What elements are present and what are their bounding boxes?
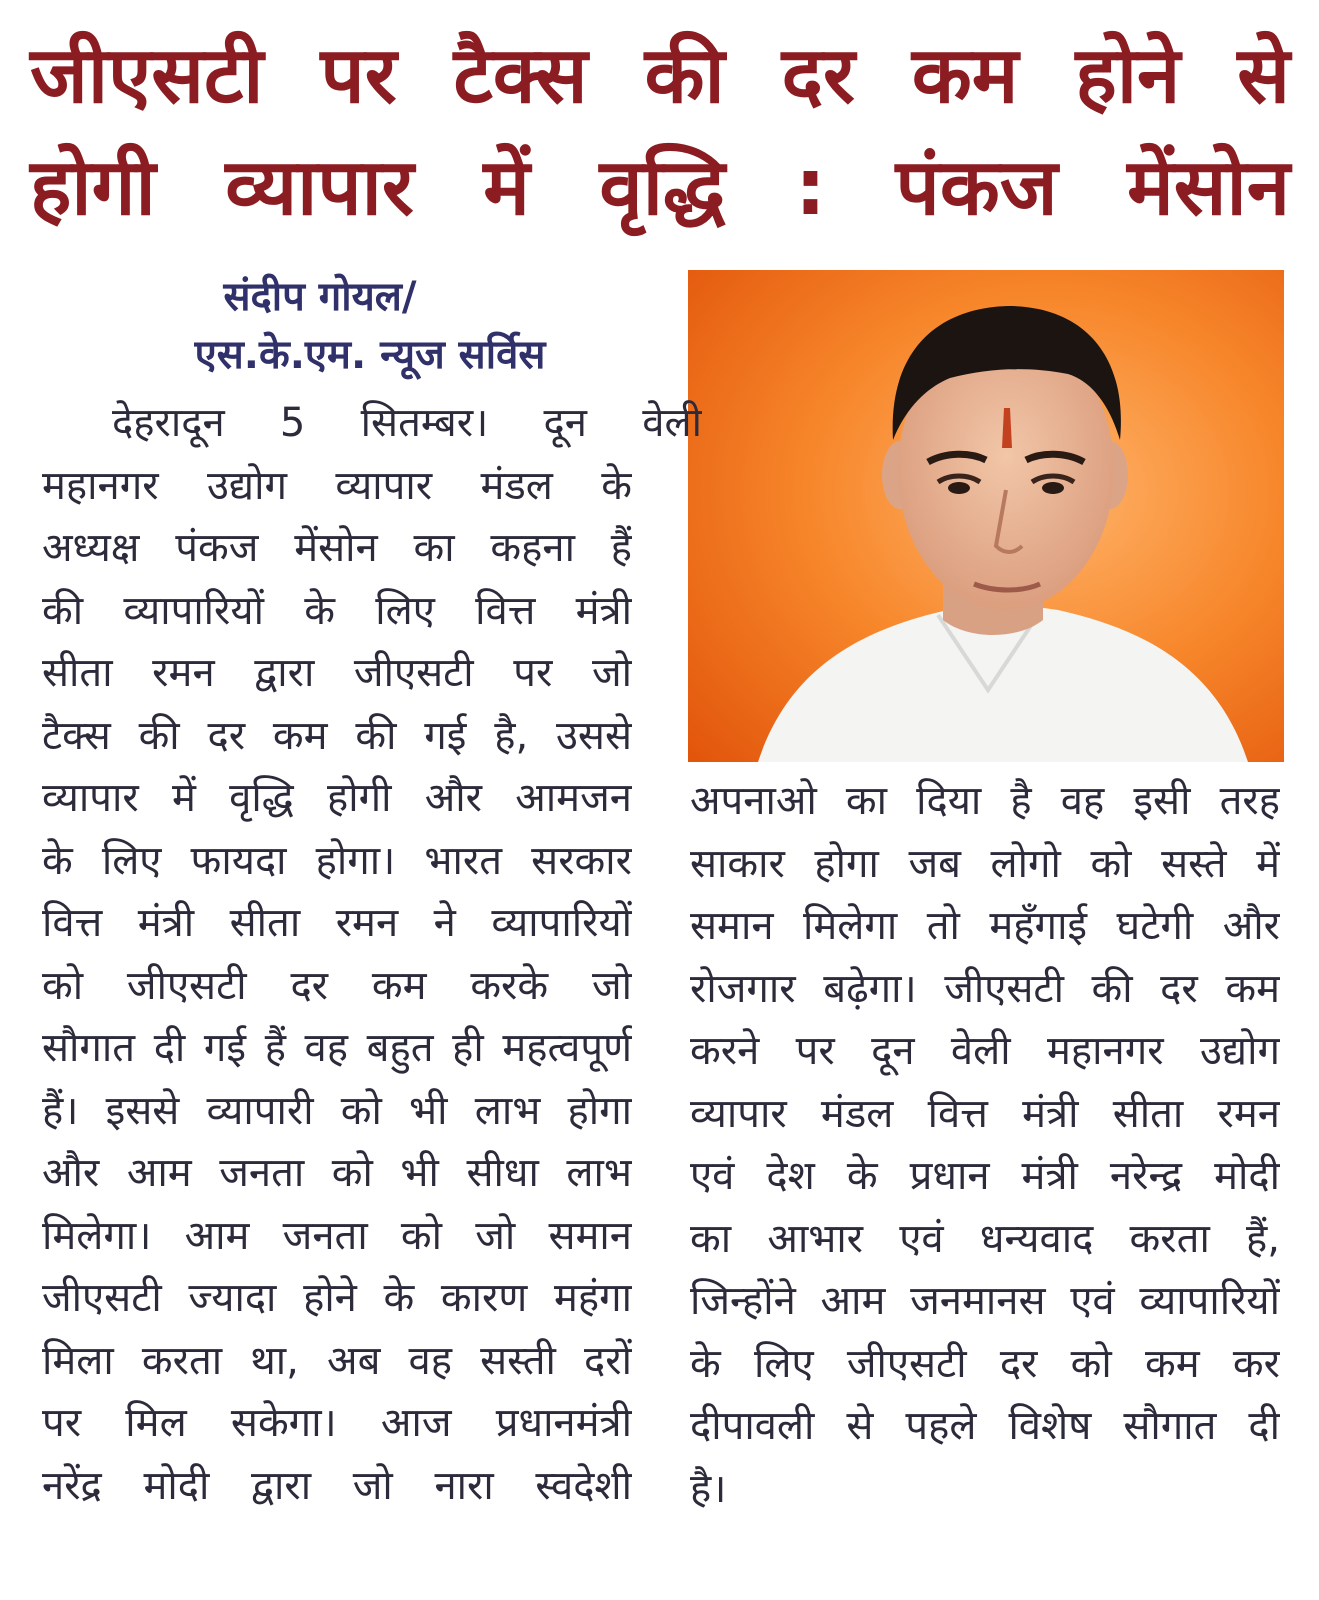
- headline-line-1: जीएसटी पर टैक्स की दर कम होने से: [30, 31, 1290, 121]
- article-line: का आभार एवं धन्यवाद करता हैं,: [690, 1215, 1280, 1262]
- article-line: देहरादून 5 सितम्बर। दून वेली: [112, 400, 702, 446]
- article-line: रोजगार बढ़ेगा। जीएसटी की दर कम: [690, 965, 1280, 1012]
- article-line: व्यापार में वृद्धि होगी और आमजन: [42, 775, 632, 821]
- article-line: एवं देश के प्रधान मंत्री नरेन्द्र मोदी: [690, 1153, 1280, 1199]
- article-line: अध्यक्ष पंकज मेंसोन का कहना हैं: [42, 525, 632, 571]
- headline-line-2: होगी व्यापार में वृद्धि : पंकज मेंसोन: [30, 143, 1290, 233]
- article-line: पर मिल सकेगा। आज प्रधानमंत्री: [42, 1400, 632, 1446]
- article-line: के लिए फायदा होगा। भारत सरकार: [42, 837, 632, 884]
- article-line: नरेंद्र मोदी द्वारा जो नारा स्वदेशी: [42, 1462, 632, 1509]
- article-line: के लिए जीएसटी दर को कम कर: [690, 1340, 1280, 1387]
- article-right-column: [690, 770, 1280, 1520]
- article-line: वित्त मंत्री सीता रमन ने व्यापारियों: [42, 900, 632, 946]
- byline-news-service: एस.के.एम. न्यूज सर्विस: [194, 332, 546, 378]
- article-left-column: [42, 392, 702, 1517]
- article-line: जिन्होंने आम जनमानस एवं व्यापारियों: [690, 1278, 1280, 1324]
- byline-author: संदीप गोयल/: [223, 274, 417, 320]
- article-line: और आम जनता को भी सीधा लाभ: [42, 1150, 632, 1196]
- headline: [30, 20, 1290, 244]
- article-line: मिला करता था, अब वह सस्ती दरों: [42, 1337, 632, 1384]
- article-line: समान मिलेगा तो महँगाई घटेगी और: [690, 903, 1280, 949]
- article-line: व्यापार मंडल वित्त मंत्री सीता रमन: [690, 1090, 1280, 1137]
- article-line: सीता रमन द्वारा जीएसटी पर जो: [42, 650, 632, 696]
- article-line: दीपावली से पहले विशेष सौगात दी: [690, 1403, 1280, 1449]
- article-line: मिलेगा। आम जनता को जो समान: [42, 1212, 632, 1259]
- article-line: हैं। इससे व्यापारी को भी लाभ होगा: [42, 1087, 632, 1134]
- article-line: जीएसटी ज्यादा होने के कारण महंगा: [42, 1275, 632, 1321]
- article-line: अपनाओ का दिया है वह इसी तरह: [690, 778, 1280, 824]
- article-line: साकार होगा जब लोगो को सस्ते में: [690, 840, 1280, 887]
- article-line: करने पर दून वेली महानगर उद्योग: [690, 1028, 1280, 1074]
- portrait-photo: [688, 270, 1284, 762]
- portrait-photo-icon: [688, 270, 1284, 762]
- article-line: को जीएसटी दर कम करके जो: [42, 962, 632, 1009]
- article-line: है।: [690, 1465, 727, 1512]
- byline: [40, 268, 640, 384]
- article-line: महानगर उद्योग व्यापार मंडल के: [42, 462, 632, 509]
- article-line: टैक्स की दर कम की गई है, उससे: [42, 712, 632, 759]
- article-line: की व्यापारियों के लिए वित्त मंत्री: [42, 587, 632, 634]
- article-line: सौगात दी गई हैं वह बहुत ही महत्वपूर्ण: [42, 1025, 632, 1071]
